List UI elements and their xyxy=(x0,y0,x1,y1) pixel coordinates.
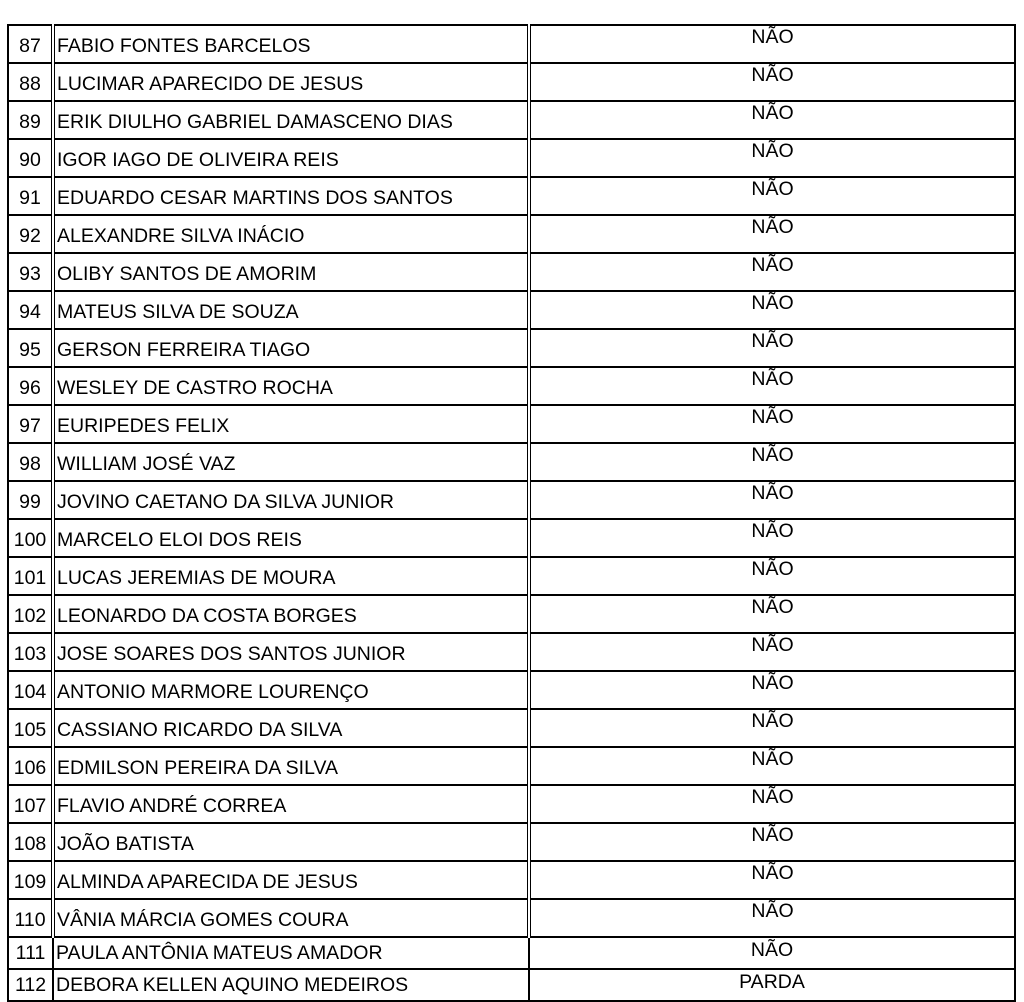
table-row xyxy=(8,861,1015,899)
row-number-cell: 99 xyxy=(8,481,53,519)
status-cell: NÃO xyxy=(529,177,1015,215)
candidate-table-body xyxy=(8,25,1015,1001)
status-cell: NÃO xyxy=(529,709,1015,747)
row-number-cell: 89 xyxy=(8,101,53,139)
name-cell: ANTONIO MARMORE LOURENÇO xyxy=(53,671,529,709)
name-cell: JOSE SOARES DOS SANTOS JUNIOR xyxy=(53,633,529,671)
status-cell: NÃO xyxy=(529,25,1015,63)
name-cell: FLAVIO ANDRÉ CORREA xyxy=(53,785,529,823)
table-row xyxy=(8,177,1015,215)
name-cell: ALMINDA APARECIDA DE JESUS xyxy=(53,861,529,899)
row-number-cell: 109 xyxy=(8,861,53,899)
name-cell: JOVINO CAETANO DA SILVA JUNIOR xyxy=(53,481,529,519)
table-row xyxy=(8,405,1015,443)
row-number-cell: 110 xyxy=(8,899,53,937)
table-row xyxy=(8,25,1015,63)
row-number-cell: 104 xyxy=(8,671,53,709)
name-cell: JOÃO BATISTA xyxy=(53,823,529,861)
table-row xyxy=(8,63,1015,101)
table-row xyxy=(8,253,1015,291)
table-row xyxy=(8,633,1015,671)
status-cell: NÃO xyxy=(529,291,1015,329)
row-number-cell: 103 xyxy=(8,633,53,671)
row-number-cell: 107 xyxy=(8,785,53,823)
table-row xyxy=(8,747,1015,785)
name-cell: DEBORA KELLEN AQUINO MEDEIROS xyxy=(53,969,529,1001)
candidate-table xyxy=(7,24,1016,1002)
row-number-cell: 87 xyxy=(8,25,53,63)
row-number-cell: 96 xyxy=(8,367,53,405)
status-cell: NÃO xyxy=(529,747,1015,785)
status-cell: NÃO xyxy=(529,101,1015,139)
name-cell: EURIPEDES FELIX xyxy=(53,405,529,443)
table-row xyxy=(8,969,1015,1001)
status-cell: NÃO xyxy=(529,519,1015,557)
status-cell: NÃO xyxy=(529,405,1015,443)
status-cell: NÃO xyxy=(529,557,1015,595)
row-number-cell: 91 xyxy=(8,177,53,215)
status-cell: NÃO xyxy=(529,595,1015,633)
table-row xyxy=(8,557,1015,595)
name-cell: ERIK DIULHO GABRIEL DAMASCENO DIAS xyxy=(53,101,529,139)
table-row xyxy=(8,823,1015,861)
status-cell: NÃO xyxy=(529,937,1015,969)
table-row xyxy=(8,367,1015,405)
table-row xyxy=(8,899,1015,937)
table-row xyxy=(8,443,1015,481)
status-cell: NÃO xyxy=(529,253,1015,291)
row-number-cell: 98 xyxy=(8,443,53,481)
table-row xyxy=(8,709,1015,747)
row-number-cell: 88 xyxy=(8,63,53,101)
status-cell: NÃO xyxy=(529,367,1015,405)
name-cell: OLIBY SANTOS DE AMORIM xyxy=(53,253,529,291)
name-cell: VÂNIA MÁRCIA GOMES COURA xyxy=(53,899,529,937)
table-row xyxy=(8,101,1015,139)
status-cell: NÃO xyxy=(529,633,1015,671)
table-row xyxy=(8,481,1015,519)
name-cell: LEONARDO DA COSTA BORGES xyxy=(53,595,529,633)
name-cell: WESLEY DE CASTRO ROCHA xyxy=(53,367,529,405)
row-number-cell: 93 xyxy=(8,253,53,291)
name-cell: CASSIANO RICARDO DA SILVA xyxy=(53,709,529,747)
name-cell: MATEUS SILVA DE SOUZA xyxy=(53,291,529,329)
name-cell: EDMILSON PEREIRA DA SILVA xyxy=(53,747,529,785)
status-cell: NÃO xyxy=(529,899,1015,937)
table-row xyxy=(8,519,1015,557)
table-row xyxy=(8,139,1015,177)
name-cell: MARCELO ELOI DOS REIS xyxy=(53,519,529,557)
name-cell: EDUARDO CESAR MARTINS DOS SANTOS xyxy=(53,177,529,215)
status-cell: NÃO xyxy=(529,63,1015,101)
row-number-cell: 108 xyxy=(8,823,53,861)
status-cell: NÃO xyxy=(529,785,1015,823)
status-cell: NÃO xyxy=(529,215,1015,253)
name-cell: FABIO FONTES BARCELOS xyxy=(53,25,529,63)
row-number-cell: 97 xyxy=(8,405,53,443)
status-cell: NÃO xyxy=(529,329,1015,367)
name-cell: LUCIMAR APARECIDO DE JESUS xyxy=(53,63,529,101)
row-number-cell: 101 xyxy=(8,557,53,595)
row-number-cell: 102 xyxy=(8,595,53,633)
table-row xyxy=(8,671,1015,709)
row-number-cell: 105 xyxy=(8,709,53,747)
name-cell: LUCAS JEREMIAS DE MOURA xyxy=(53,557,529,595)
status-cell: NÃO xyxy=(529,861,1015,899)
name-cell: WILLIAM JOSÉ VAZ xyxy=(53,443,529,481)
row-number-cell: 100 xyxy=(8,519,53,557)
name-cell: IGOR IAGO DE OLIVEIRA REIS xyxy=(53,139,529,177)
row-number-cell: 94 xyxy=(8,291,53,329)
row-number-cell: 111 xyxy=(8,937,53,969)
row-number-cell: 92 xyxy=(8,215,53,253)
name-cell: ALEXANDRE SILVA INÁCIO xyxy=(53,215,529,253)
status-cell: PARDA xyxy=(529,969,1015,1001)
row-number-cell: 95 xyxy=(8,329,53,367)
name-cell: GERSON FERREIRA TIAGO xyxy=(53,329,529,367)
table-row xyxy=(8,785,1015,823)
status-cell: NÃO xyxy=(529,481,1015,519)
status-cell: NÃO xyxy=(529,443,1015,481)
table-row xyxy=(8,595,1015,633)
status-cell: NÃO xyxy=(529,823,1015,861)
table-row xyxy=(8,937,1015,969)
status-cell: NÃO xyxy=(529,671,1015,709)
name-cell: PAULA ANTÔNIA MATEUS AMADOR xyxy=(53,937,529,969)
table-row xyxy=(8,215,1015,253)
table-row xyxy=(8,291,1015,329)
row-number-cell: 90 xyxy=(8,139,53,177)
row-number-cell: 112 xyxy=(8,969,53,1001)
table-row xyxy=(8,329,1015,367)
status-cell: NÃO xyxy=(529,139,1015,177)
row-number-cell: 106 xyxy=(8,747,53,785)
